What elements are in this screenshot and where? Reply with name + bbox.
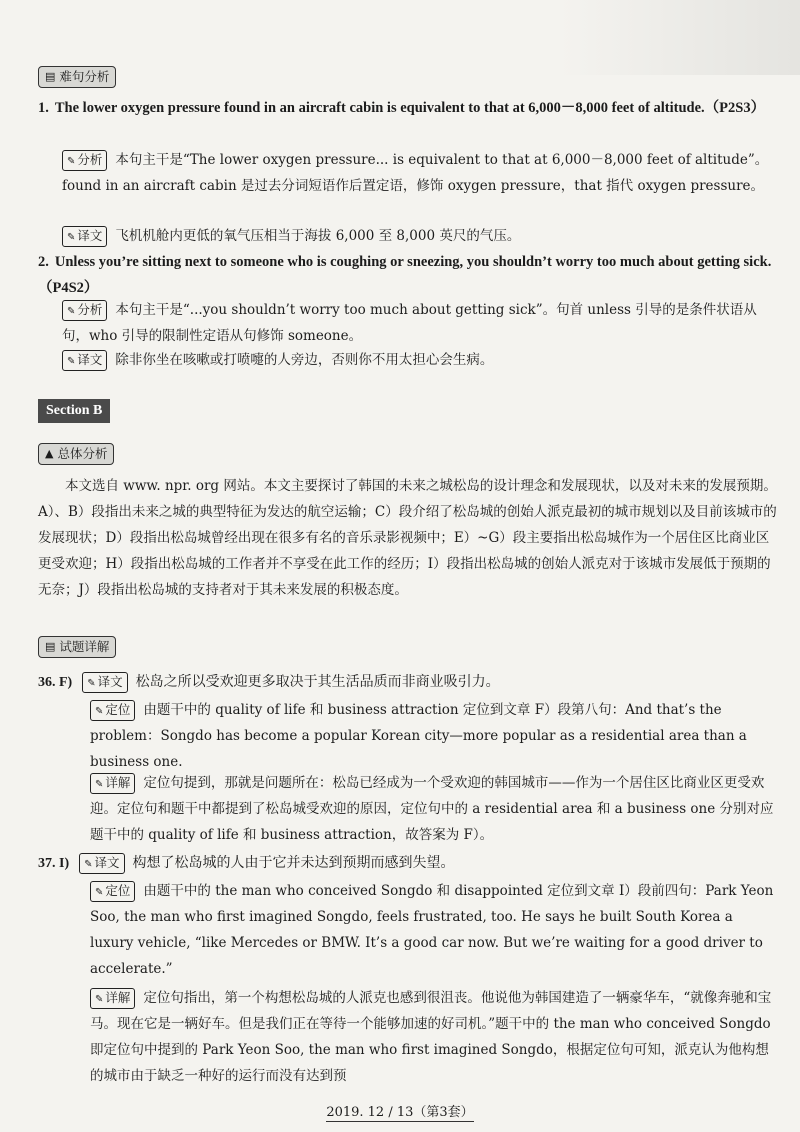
answer-37-number: 37. I) xyxy=(38,856,70,871)
answer-36-number: 36. F) xyxy=(38,675,73,690)
translation-tag-text: 译文 xyxy=(77,228,103,243)
locate-tag xyxy=(90,700,135,721)
q1-sentence: The lower oxygen pressure found in an aircraft cabin is equivalent to that at 6,000－8,000 feet of altitude.（P2S3） xyxy=(54,100,766,116)
answer-37-translation: 构想了松岛城的人由于它并未达到预期而感到失望。 xyxy=(132,855,455,871)
answer-36-locate xyxy=(90,697,778,775)
pencil-icon: ✎ xyxy=(95,706,104,717)
analysis-tag-text: 分析 xyxy=(77,302,103,317)
pencil-icon: ✎ xyxy=(67,232,76,243)
analysis-tag xyxy=(62,150,107,171)
answer-36-locate-text: 由题干中的 quality of life 和 business attraction 定位到文章 F）段第八句：And that’s the problem：Songdo has become a popular Korean city—more popular as a residential area than a business one. xyxy=(90,702,747,770)
q2-analysis-text: 本句主干是“...you shouldn’t worry too much about getting sick”。句首 unless 引导的是条件状语从句，who 引导的限制性定语从句修饰 someone。 xyxy=(62,302,757,344)
pencil-icon: ✎ xyxy=(67,356,76,367)
pencil-icon: ✎ xyxy=(95,994,104,1005)
overall-analysis-label xyxy=(38,443,114,465)
page-footer xyxy=(0,1101,800,1120)
book-icon: ▤ xyxy=(45,70,56,83)
question-detail-text: 试题详解 xyxy=(59,639,110,654)
answer-37-explain-text: 定位句指出，第一个构想松岛城的人派克也感到很沮丧。他说他为韩国建造了一辆豪华车，“就像奔驰和宝马。现在它是一辆好车。但是我们正在等待一个能够加速的好司机。”题干中的 the man who conceived Songdo 即定位句中提到的 Park Yeon Soo, the man who first imagined Songdo，根据定位句可知，派克认为他构想的城市由于缺乏一种好的运行而没有达到预 xyxy=(90,990,772,1084)
section-heading: Section B xyxy=(38,399,110,423)
translation-tag-text: 译文 xyxy=(77,352,103,367)
locate-tag xyxy=(90,881,135,902)
analysis-tag xyxy=(62,300,107,321)
explain-tag xyxy=(90,773,135,794)
mountain-icon: ▲ xyxy=(45,447,54,460)
page-shadow xyxy=(560,0,800,75)
answer-37-locate-text: 由题干中的 the man who conceived Songdo 和 disappointed 定位到文章 I）段前四句：Park Yeon Soo, the man who first imagined Songdo, feels frustrated, too. He says he built South Korea a luxury vehicle, “like Mercedes or BMW. It’s a good car now. But we’re waiting for a good driver to accelerate.” xyxy=(90,883,774,977)
pencil-icon: ✎ xyxy=(67,156,76,167)
q2-translation-text: 除非你坐在咳嗽或打喷嚏的人旁边，否则你不用太担心会生病。 xyxy=(115,352,494,368)
translation-tag xyxy=(79,853,124,874)
answer-37-explain xyxy=(90,985,778,1089)
q1-number: 1. xyxy=(38,100,49,116)
q2-translation xyxy=(62,347,777,373)
q1-translation xyxy=(62,223,777,249)
translation-tag xyxy=(62,350,107,371)
pencil-icon: ✎ xyxy=(95,779,104,790)
q2-analysis xyxy=(62,297,777,349)
page-number: 2019. 12 / 13（第3套） xyxy=(326,1105,474,1120)
q1-analysis xyxy=(62,147,777,199)
pencil-icon: ✎ xyxy=(84,859,93,870)
q1-translation-text: 飞机机舱内更低的氧气压相当于海拔 6,000 至 8,000 英尺的气压。 xyxy=(115,228,521,244)
book-icon: ▤ xyxy=(45,640,56,653)
question-detail-label xyxy=(38,636,116,658)
overall-analysis-text: 总体分析 xyxy=(57,446,108,461)
q2-title xyxy=(38,249,778,301)
answer-37 xyxy=(38,850,778,877)
translation-tag xyxy=(62,226,107,247)
q1-title xyxy=(38,95,778,121)
pencil-icon: ✎ xyxy=(67,306,76,317)
answer-36 xyxy=(38,669,778,696)
pencil-icon: ✎ xyxy=(95,887,104,898)
translation-tag-text: 译文 xyxy=(97,674,123,689)
q2-sentence: Unless you’re sitting next to someone who is coughing or sneezing, you shouldn’t worry too much about getting sick.（P4S2） xyxy=(38,254,772,296)
pencil-icon: ✎ xyxy=(87,678,96,689)
translation-tag-text: 译文 xyxy=(94,855,120,870)
translation-tag xyxy=(82,672,127,693)
difficult-sentence-text: 难句分析 xyxy=(59,69,110,84)
explain-tag-text: 详解 xyxy=(105,775,131,790)
difficult-sentence-label xyxy=(38,66,116,88)
answer-37-locate xyxy=(90,878,778,982)
overall-paragraph: 本文选自 www. npr. org 网站。本文主要探讨了韩国的未来之城松岛的设计理念和发展现状，以及对未来的发展预期。A）、B）段指出未来之城的典型特征为发达的航空运输；C）段介绍了松岛城的创始人派克最初的城市规划以及目前该城市的发展现状；D）段指出松岛城曾经出现在很多有名的音乐录影视频中；E）~G）段主要指出松岛城作为一个居住区比商业区更受欢迎；H）段指出松岛城的工作者并不享受在此工作的经历；I）段指出松岛城的创始人派克对于该城市发展低于预期的无奈；J）段指出松岛城的支持者对于其未来发展的积极态度。 xyxy=(38,478,777,598)
q2-number: 2. xyxy=(38,254,49,270)
explain-tag xyxy=(90,988,135,1009)
answer-36-explain xyxy=(90,770,778,848)
locate-tag-text: 定位 xyxy=(105,883,131,898)
answer-36-translation: 松岛之所以受欢迎更多取决于其生活品质而非商业吸引力。 xyxy=(135,674,500,690)
locate-tag-text: 定位 xyxy=(105,702,131,717)
analysis-tag-text: 分析 xyxy=(77,152,103,167)
explain-tag-text: 详解 xyxy=(105,990,131,1005)
answer-36-explain-text: 定位句提到，那就是问题所在：松岛已经成为一个受欢迎的韩国城市——作为一个居住区比商业区更受欢迎。定位句和题干中都提到了松岛城受欢迎的原因，定位句中的 a residential area 和 a business one 分别对应题干中的 quality of life 和 business attraction，故答案为 F）。 xyxy=(90,775,774,843)
q1-analysis-text: 本句主干是“The lower oxygen pressure... is equivalent to that at 6,000－8,000 feet of altitude”。found in an aircraft cabin 是过去分词短语作后置定语，修饰 oxygen pressure，that 指代 oxygen pressure。 xyxy=(62,152,769,194)
